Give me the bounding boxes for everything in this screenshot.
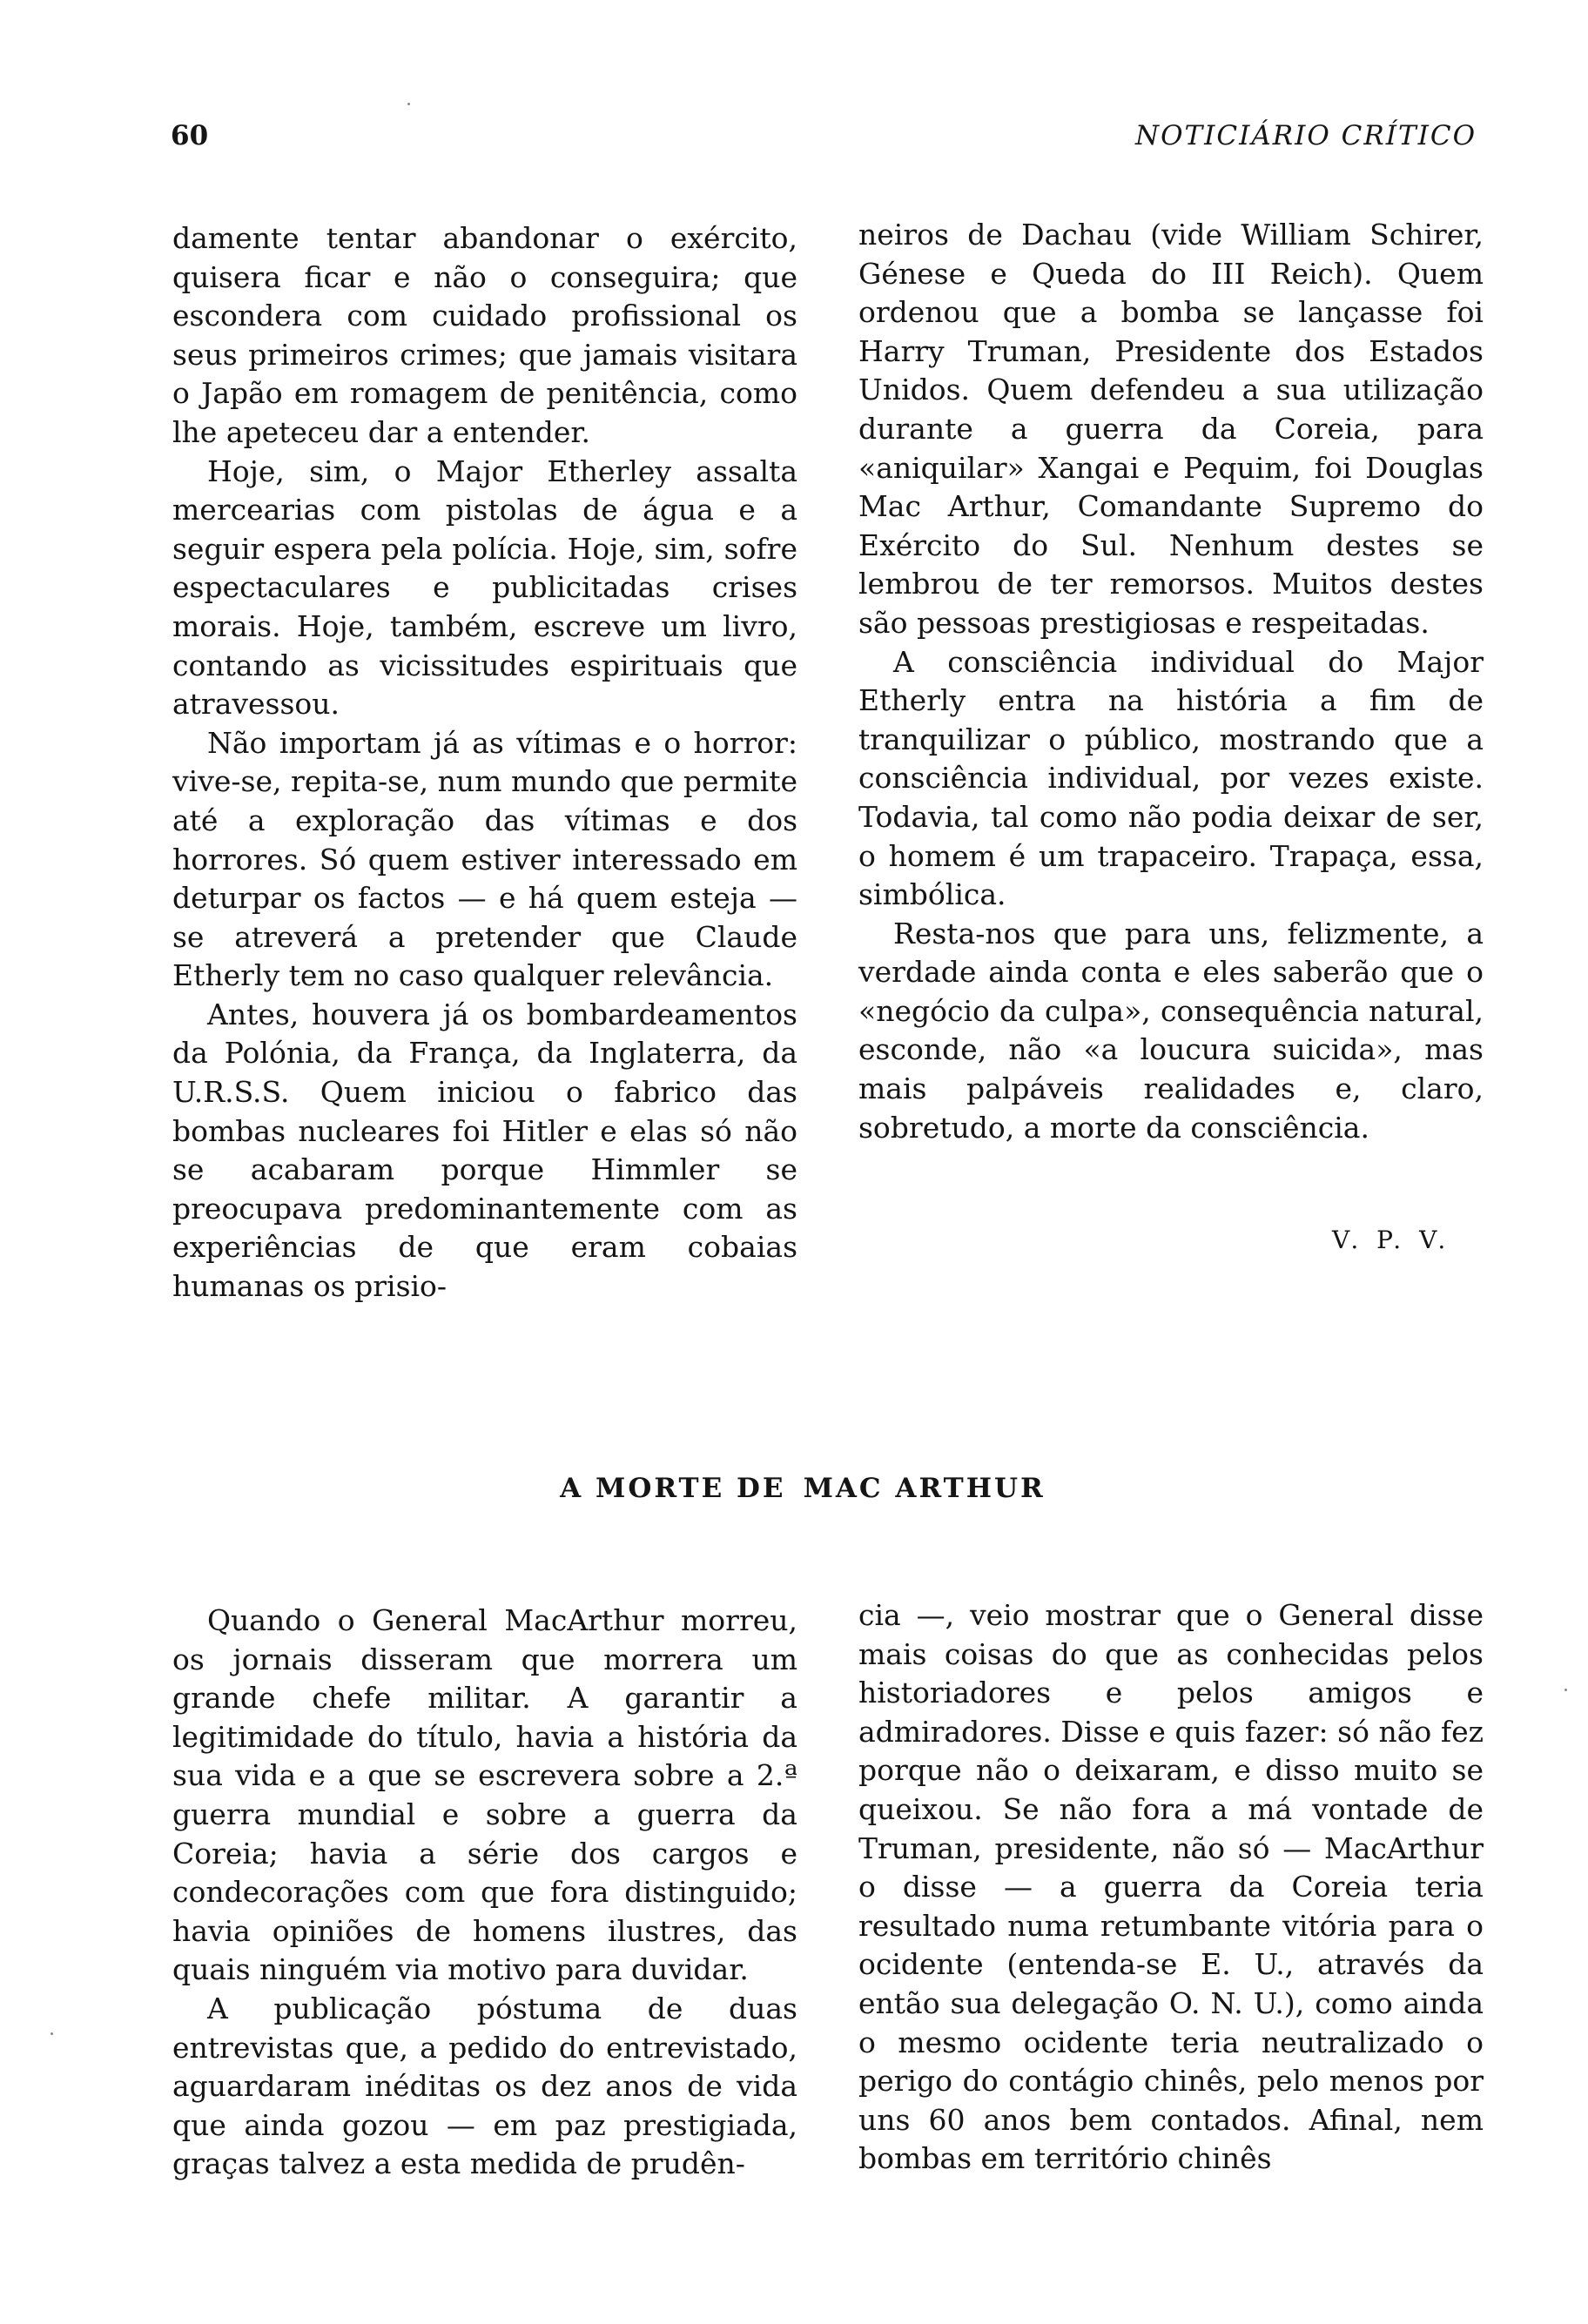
article1-column1 (172, 219, 797, 1306)
scan-speck (407, 103, 410, 105)
author-signature: V. P. V. (1332, 1226, 1451, 1254)
section-title (0, 1473, 1588, 1504)
paragraph: Quando o General MacArthur morreu, os jornais disseram que morrera um grande chefe militar. A garantir a legitimidade do título, havia a história da sua vida e a que se escrevera sobre a 2.ª guerra mundial e sobre a guerra da Coreia; havia a série dos cargos e condecorações com que fora distinguido; havia opiniões de homens ilustres, das quais ninguém via motivo para duvidar. (172, 1603, 797, 1987)
paragraph: Antes, houvera já os bombardeamentos da Polónia, da França, da Inglaterra, da U.R.S.S. Quem iniciou o fabrico das bombas nucleares foi Hitler e elas só não se acabaram porque Himmler se preocupava predominantemente com as experiências de que eram cobaias humanas os prisio- (172, 997, 797, 1304)
section-title-part: MAC ARTHUR (803, 1473, 1046, 1504)
section-title-part: A MORTE DE (560, 1473, 786, 1504)
paragraph: cia —, veio mostrar que o General disse mais coisas do que as conhecidas pelos historiadores e pelos amigos e admiradores. Disse e quis fazer: só não fez porque não o deixaram, e disso muito se queixou. Se não fora a má vontade de Truman, presidente, não só — MacArthur o disse — a guerra da Coreia teria resultado numa retumbante vitória para o ocidente (entenda-se E. U., através da então sua delegação O. N. U.), como ainda o mesmo ocidente teria neutralizado o perigo do contágio chinês, pelo menos por uns 60 anos bem contados. Afinal, nem bombas em território chinês (858, 1598, 1484, 2176)
paragraph: damente tentar abandonar o exército, quisera ficar e não o conseguira; que escondera com cuidado profissional os seus primeiros crimes; que jamais visitara o Japão em romagem de penitência, como lhe apeteceu dar a entender. (172, 221, 797, 449)
article1-column2 (858, 216, 1484, 1147)
paragraph: neiros de Dachau (vide William Schirer, Génese e Queda do III Reich). Quem ordenou que a bomba se lançasse foi Harry Truman, Presidente dos Estados Unidos. Quem defendeu a sua utilização durante a guerra da Coreia, para «aniquilar» Xangai e Pequim, foi Douglas Mac Arthur, Comandante Supremo do Exército do Sul. Nenhum destes se lembrou de ter remorsos. Muitos destes são pessoas prestigiosas e respeitadas. (858, 218, 1484, 640)
paragraph: Hoje, sim, o Major Etherley assalta mercearias com pistolas de água e a seguir espera pela polícia. Hoje, sim, sofre espectaculares e publicitadas crises morais. Hoje, também, escreve um livro, contando as vicissitudes espirituais que atravessou. (172, 453, 797, 722)
running-head: NOTICIÁRIO CRÍTICO (1134, 120, 1477, 151)
article2-column2 (858, 1596, 1484, 2179)
scan-speck (1564, 1689, 1567, 1691)
scan-speck (50, 2032, 53, 2035)
paragraph: Não importam já as vítimas e o horror: vive-se, repita-se, num mundo que permite até a exploração das vítimas e dos horrores. Só quem estiver interessado em deturpar os factos — e há quem esteja — se atreverá a pretender que Claude Etherly tem no caso qualquer relevância. (172, 725, 797, 993)
paragraph: Resta-nos que para uns, felizmente, a verdade ainda conta e eles saberão que o «negócio da culpa», consequência natural, esconde, não «a loucura suicida», mas mais palpáveis realidades e, claro, sobretudo, a morte da consciência. (858, 916, 1484, 1145)
page-header (171, 120, 1477, 164)
paragraph: A consciência individual do Major Etherly entra na história a fim de tranquilizar o público, mostrando que a consciência individual, por vezes existe. Todavia, tal como não podia deixar de ser, o homem é um trapaceiro. Trapaça, essa, simbólica. (858, 644, 1484, 912)
article2-column1 (172, 1602, 797, 2184)
page-number: 60 (171, 120, 209, 151)
paragraph: A publicação póstuma de duas entrevistas que, a pedido do entrevistado, aguardaram inéditas os dez anos de vida que ainda gozou — em paz prestigiada, graças talvez a esta medida de prudên- (172, 1991, 797, 2181)
